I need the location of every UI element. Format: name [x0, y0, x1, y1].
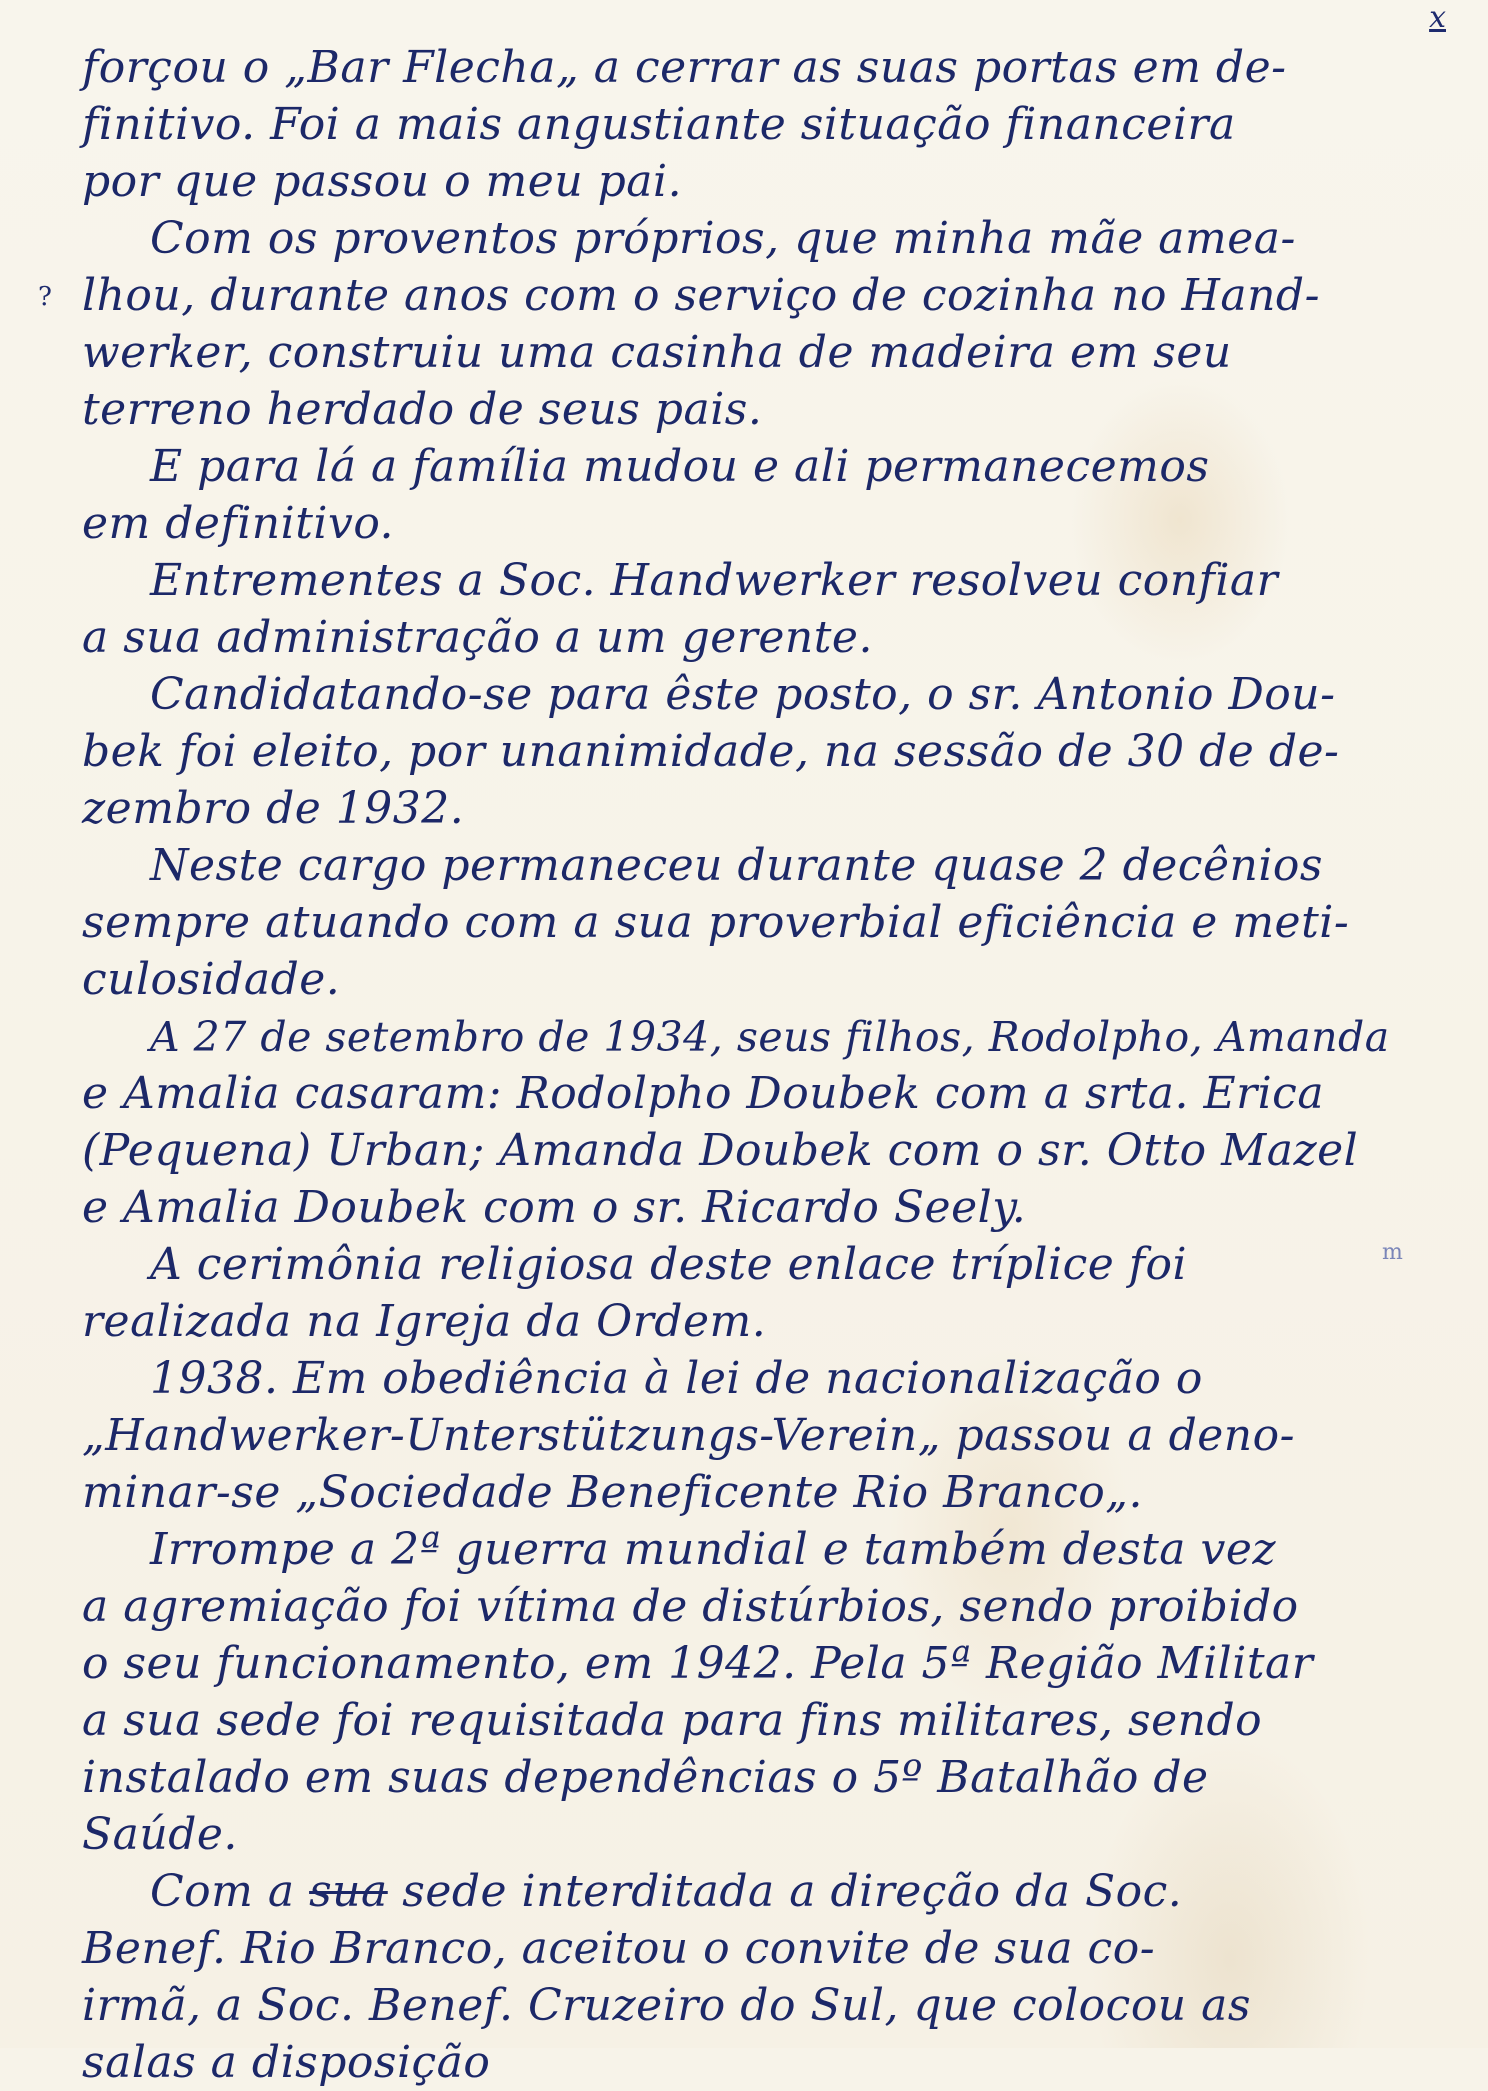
text-line: Com os proventos próprios, que minha mãe amea-: [150, 213, 1296, 264]
text-line: e Amalia Doubek com o sr. Ricardo Seely.: [82, 1182, 1027, 1233]
page-number: x: [1429, 0, 1446, 35]
text-line: „Handwerker-Unterstützungs-Verein„ passou a deno-: [82, 1410, 1295, 1461]
text-line: realizada na Igreja da Ordem.: [82, 1296, 767, 1347]
text-segment: sede interditada a direção da Soc.: [387, 1866, 1183, 1917]
text-line: salas a disposição: [82, 2037, 491, 2088]
text-line: terreno herdado de seus pais.: [82, 384, 763, 435]
text-line: minar-se „Sociedade Beneficente Rio Branco„.: [82, 1467, 1144, 1518]
text-line: Candidatando-se para êste posto, o sr. Antonio Dou-: [150, 669, 1336, 720]
text-line: A 27 de setembro de 1934, seus filhos, Rodolpho, Amanda: [150, 1013, 1390, 1061]
text-line: por que passou o meu pai.: [82, 156, 683, 207]
text-line: bek foi eleito, por unanimidade, na sessão de 30 de de-: [82, 726, 1340, 777]
text-line: instalado em suas dependências o 5º Batalhão de: [82, 1752, 1209, 1803]
text-line: Neste cargo permaneceu durante quase 2 decênios: [150, 840, 1323, 891]
text-segment: Com a: [150, 1866, 310, 1917]
side-mark: ?: [38, 282, 52, 312]
text-line: culosidade.: [82, 954, 341, 1005]
text-line: e Amalia casaram: Rodolpho Doubek com a srta. Erica: [82, 1068, 1325, 1119]
text-line: o seu funcionamento, em 1942. Pela 5ª Região Militar: [82, 1638, 1314, 1689]
text-line: a sua administração a um gerente.: [82, 612, 873, 663]
text-line: zembro de 1932.: [82, 783, 465, 834]
text-line: Benef. Rio Branco, aceitou o convite de sua co-: [82, 1923, 1156, 1974]
text-line: [150, 1864, 1182, 1920]
text-line: a agremiação foi vítima de distúrbios, sendo proibido: [82, 1581, 1299, 1632]
text-line: sempre atuando com a sua proverbial eficiência e meti-: [82, 897, 1350, 948]
text-line: forçou o „Bar Flecha„ a cerrar as suas portas em de-: [82, 42, 1287, 93]
struck-out-word: sua: [309, 1866, 388, 1917]
text-line: lhou, durante anos com o serviço de cozinha no Hand-: [82, 270, 1320, 321]
text-line: 1938. Em obediência à lei de nacionalização o: [150, 1353, 1203, 1404]
text-line: Irrompe a 2ª guerra mundial e também desta vez: [150, 1524, 1277, 1575]
text-line: E para lá a família mudou e ali permanecemos: [150, 441, 1210, 492]
text-line: Entrementes a Soc. Handwerker resolveu confiar: [150, 555, 1279, 606]
text-line: werker, construiu uma casinha de madeira em seu: [82, 327, 1232, 378]
text-line: a sua sede foi requisitada para fins militares, sendo: [82, 1695, 1263, 1746]
text-line: A cerimônia religiosa deste enlace tríplice foi: [150, 1239, 1188, 1290]
text-line: Saúde.: [82, 1809, 238, 1860]
text-line: (Pequena) Urban; Amanda Doubek com o sr. Otto Mazel: [82, 1125, 1359, 1176]
text-line: finitivo. Foi a mais angustiante situação financeira: [82, 99, 1236, 150]
text-line: em definitivo.: [82, 498, 395, 549]
margin-mark: m: [1382, 1240, 1403, 1265]
text-line: irmã, a Soc. Benef. Cruzeiro do Sul, que colocou as: [82, 1980, 1251, 2031]
